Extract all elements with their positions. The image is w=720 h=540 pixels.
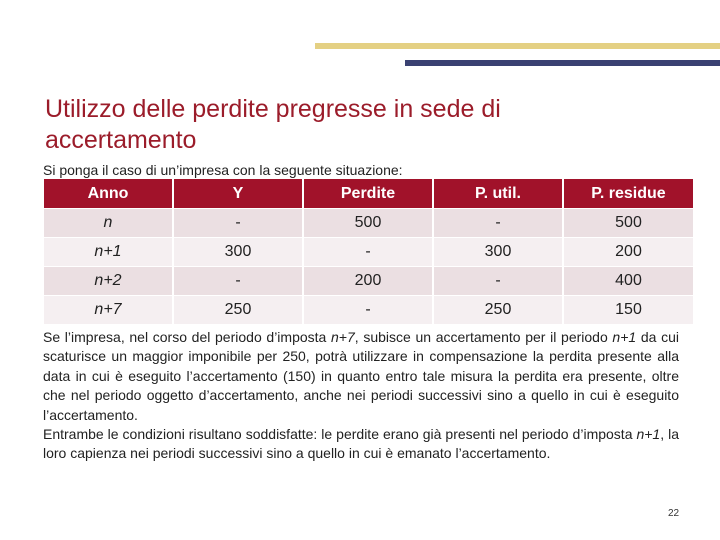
table-row: [44, 208, 693, 237]
cell-p-util: 300: [434, 237, 562, 266]
intro-text: Si ponga il caso di un’impresa con la seguente situazione:: [43, 162, 403, 178]
header-y: Y: [174, 179, 302, 208]
table-row: [44, 266, 693, 295]
header-anno: Anno: [44, 179, 172, 208]
cell-perdite: -: [304, 295, 432, 324]
cell-p-residue: 150: [564, 295, 693, 324]
cell-p-util: 250: [434, 295, 562, 324]
cell-y: -: [174, 208, 302, 237]
text-run: , la loro capienza nei periodi successivi sino a quello in cui è emanato l’accertamento.: [43, 426, 679, 462]
cell-anno: n+7: [44, 295, 172, 324]
explanation-text: [43, 328, 679, 464]
cell-p-residue: 200: [564, 237, 693, 266]
table-row: [44, 237, 693, 266]
text-run: , subisce un accertamento per il periodo: [354, 329, 613, 345]
period-ref: n+1: [636, 426, 661, 443]
cell-y: 300: [174, 237, 302, 266]
text-run: Se l’impresa, nel corso del periodo d’imposta: [43, 329, 331, 345]
cell-p-util: -: [434, 266, 562, 295]
decorative-navy-bar: [405, 60, 720, 66]
cell-y: -: [174, 266, 302, 295]
header-p-util: P. util.: [434, 179, 562, 208]
cell-anno: n: [44, 208, 172, 237]
period-ref: n+7: [331, 329, 355, 345]
slide-title: Utilizzo delle perdite pregresse in sede di accertamento: [45, 95, 501, 154]
paragraph-accertamento: [43, 328, 679, 425]
header-p-residue: P. residue: [564, 179, 693, 208]
cell-anno: n+2: [44, 266, 172, 295]
cell-perdite: 500: [304, 208, 432, 237]
text-run: Entrambe le condizioni risultano soddisfatte: le perdite erano già presenti nel periodo d’imposta: [43, 426, 637, 443]
cell-y: 250: [174, 295, 302, 324]
page-number: 22: [668, 508, 680, 519]
cell-p-residue: 400: [564, 266, 693, 295]
paragraph-condizioni: [43, 425, 679, 464]
cell-p-util: -: [434, 208, 562, 237]
cell-anno: n+1: [44, 237, 172, 266]
cell-perdite: 200: [304, 266, 432, 295]
header-perdite: Perdite: [304, 179, 432, 208]
table-row: [44, 295, 693, 324]
cell-p-residue: 500: [564, 208, 693, 237]
period-ref: n+1: [612, 329, 637, 345]
cell-perdite: -: [304, 237, 432, 266]
table-header-row: [44, 179, 693, 208]
text-run: da cui scaturisce un maggior imponibile per 250, potrà utilizzare in compensazione la perdita presente alla data in cui è eseguito l’accertamento (150) in quanto entro tale misura la perdita era presente, oltre che nel periodo oggetto d’accertamento, anche nei periodi successivi sino a quello in cui è eseguito l’accertamento.: [43, 329, 679, 423]
data-table: [42, 179, 695, 324]
decorative-gold-bar: [315, 43, 720, 49]
